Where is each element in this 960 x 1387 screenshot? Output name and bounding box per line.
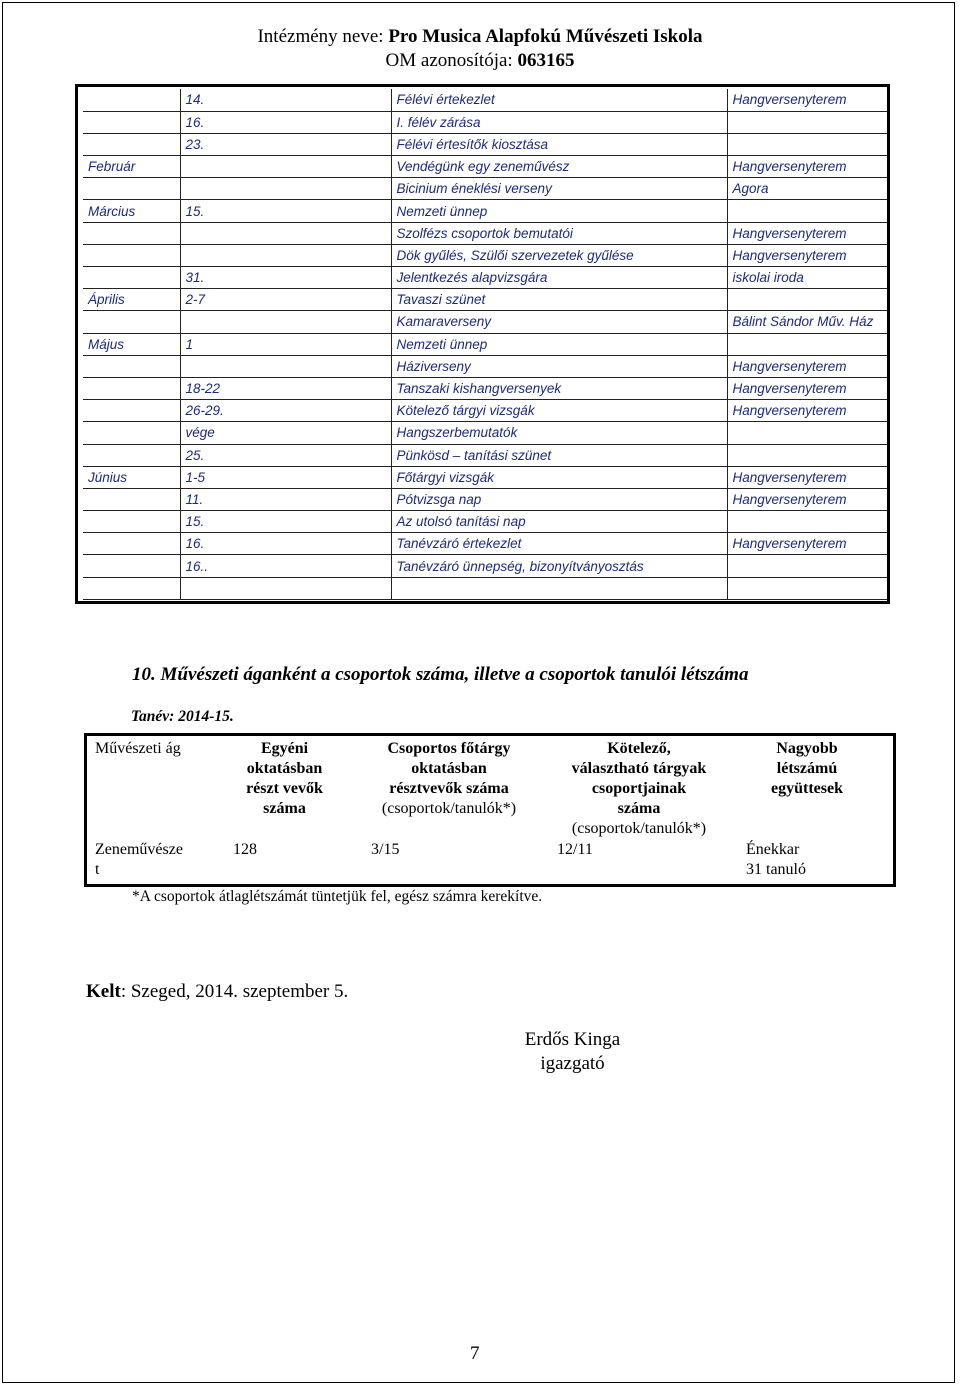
schedule-date — [180, 311, 391, 333]
schedule-event: Félévi értesítők kiosztása — [391, 133, 727, 155]
schedule-month — [83, 422, 180, 444]
schedule-date: 14. — [180, 89, 391, 111]
schedule-date — [180, 355, 391, 377]
schedule-location: Bálint Sándor Műv. Ház — [727, 311, 887, 333]
groups-table — [84, 733, 896, 887]
schedule-event: Pótvizsga nap — [391, 488, 727, 510]
schedule-month — [83, 355, 180, 377]
schedule-date: 18-22 — [180, 377, 391, 399]
schedule-month — [83, 133, 180, 155]
schedule-event: Főtárgyi vizsgák — [391, 466, 727, 488]
schedule-date: vége — [180, 422, 391, 444]
schedule-location — [727, 511, 887, 533]
footnote: *A csoportok átlaglétszámát tüntetjük fel, egész számra kerekítve. — [132, 888, 543, 905]
schedule-location: Agora — [727, 178, 887, 200]
schedule-month: Május — [83, 333, 180, 355]
schedule-row — [83, 133, 887, 155]
schedule-location — [727, 444, 887, 466]
schedule-month — [83, 178, 180, 200]
schedule-month: Április — [83, 289, 180, 311]
schedule-location — [727, 289, 887, 311]
schedule-date — [180, 222, 391, 244]
schedule-location: Hangversenyterem — [727, 244, 887, 266]
schedule-event: Vendégünk egy zeneművész — [391, 156, 727, 178]
schedule-row — [83, 377, 887, 399]
schedule-month — [83, 89, 180, 111]
schedule-month — [83, 244, 180, 266]
schedule-location: iskolai iroda — [727, 267, 887, 289]
schedule-row — [83, 311, 887, 333]
schedule-table — [83, 89, 887, 600]
schedule-event: Háziverseny — [391, 355, 727, 377]
schedule-month: Március — [83, 200, 180, 222]
page-number: 7 — [470, 1343, 480, 1364]
schedule-location: Hangversenyterem — [727, 533, 887, 555]
schedule-row — [83, 555, 887, 577]
schedule-month — [83, 222, 180, 244]
schedule-event: Dök gyűlés, Szülői szervezetek gyűlése — [391, 244, 727, 266]
schedule-row — [83, 422, 887, 444]
schedule-row — [83, 267, 887, 289]
schedule-location: Hangversenyterem — [727, 89, 887, 111]
schedule-row — [83, 156, 887, 178]
schedule-date: 23. — [180, 133, 391, 155]
schedule-event: Szolfézs csoportok bemutatói — [391, 222, 727, 244]
date-place — [86, 981, 348, 1003]
schedule-row — [83, 200, 887, 222]
schedule-month — [83, 111, 180, 133]
row-mandatory: 12/11 — [557, 841, 593, 858]
schedule-date: 16. — [180, 111, 391, 133]
schedule-row — [83, 111, 887, 133]
schedule-event: Jelentkezés alapvizsgára — [391, 267, 727, 289]
schedule-location — [727, 111, 887, 133]
schedule-event: Kamaraverseny — [391, 311, 727, 333]
schedule-month — [83, 311, 180, 333]
schedule-month: Június — [83, 466, 180, 488]
schedule-date: 16.. — [180, 555, 391, 577]
schedule-date: 1 — [180, 333, 391, 355]
header-branch: Művészeti ág — [95, 740, 181, 757]
schedule-location — [727, 200, 887, 222]
institution-name: Pro Musica Alapfokú Művészeti Iskola — [388, 26, 703, 47]
schedule-row — [83, 333, 887, 355]
schedule-event: Hangszerbemutatók — [391, 422, 727, 444]
schedule-month — [83, 267, 180, 289]
schedule-event: Pünkösd – tanítási szünet — [391, 444, 727, 466]
schedule-date — [180, 244, 391, 266]
schedule-row — [83, 466, 887, 488]
schedule-event: Tanévzáró ünnepség, bizonyítványosztás — [391, 555, 727, 577]
section-title: 10. Művészeti áganként a csoportok száma, illetve a csoportok tanulói létszáma — [132, 664, 749, 685]
schedule-date: 15. — [180, 511, 391, 533]
document-header — [0, 25, 960, 73]
institution-label: Intézmény neve: — [257, 26, 389, 47]
schedule-event: Tanszaki kishangversenyek — [391, 377, 727, 399]
row-branch: Zeneművésze t — [95, 841, 183, 878]
schedule-month — [83, 533, 180, 555]
schedule-date: 26-29. — [180, 400, 391, 422]
schedule-row — [83, 355, 887, 377]
row-group: 3/15 — [371, 841, 400, 858]
schedule-event: Az utolsó tanítási nap — [391, 511, 727, 533]
schedule-month — [83, 400, 180, 422]
header-mandatory: Kötelező, választható tárgyak csoportjainak száma (csoportok/tanulók*) — [571, 740, 707, 837]
schedule-date: 2-7 — [180, 289, 391, 311]
schedule-month — [83, 577, 180, 599]
schedule-row — [83, 400, 887, 422]
schedule-location — [727, 333, 887, 355]
schedule-location — [727, 555, 887, 577]
om-number: 063165 — [517, 50, 575, 71]
schedule-event: Kötelező tárgyi vizsgák — [391, 400, 727, 422]
header-individual: Egyéni oktatásban részt vevők száma — [246, 740, 323, 817]
schedule-event: Nemzeti ünnep — [391, 200, 727, 222]
schedule-row — [83, 289, 887, 311]
signatory-title: igazgató — [540, 1053, 605, 1074]
school-year: Tanév: 2014-15. — [131, 708, 234, 725]
schedule-row — [83, 244, 887, 266]
row-ensemble: Énekkar 31 tanuló — [746, 841, 806, 878]
schedule-month — [83, 511, 180, 533]
schedule-row — [83, 444, 887, 466]
schedule-date — [180, 156, 391, 178]
schedule-table-frame — [75, 84, 890, 604]
schedule-date: 15. — [180, 200, 391, 222]
schedule-row — [83, 488, 887, 510]
schedule-row — [83, 533, 887, 555]
header-group: Csoportos főtárgy oktatásban résztvevők száma (csoportok/tanulók*) — [381, 740, 517, 817]
schedule-event: Tavaszi szünet — [391, 289, 727, 311]
schedule-event: I. félév zárása — [391, 111, 727, 133]
schedule-location — [727, 577, 887, 599]
om-label: OM azonosítója: — [385, 50, 518, 71]
schedule-month — [83, 555, 180, 577]
schedule-date: 11. — [180, 488, 391, 510]
schedule-location: Hangversenyterem — [727, 488, 887, 510]
schedule-location: Hangversenyterem — [727, 400, 887, 422]
schedule-location: Hangversenyterem — [727, 377, 887, 399]
header-ensemble: Nagyobb létszámú együttesek — [771, 740, 843, 797]
schedule-location: Hangversenyterem — [727, 222, 887, 244]
date-place-value: : Szeged, 2014. szeptember 5. — [120, 981, 349, 1002]
schedule-date: 1-5 — [180, 466, 391, 488]
schedule-date: 16. — [180, 533, 391, 555]
schedule-location — [727, 133, 887, 155]
schedule-month — [83, 444, 180, 466]
schedule-location: Hangversenyterem — [727, 466, 887, 488]
signature-block — [490, 1028, 655, 1076]
schedule-row — [83, 178, 887, 200]
schedule-event: Félévi értekezlet — [391, 89, 727, 111]
schedule-location — [727, 422, 887, 444]
schedule-month: Február — [83, 156, 180, 178]
schedule-date — [180, 577, 391, 599]
schedule-row — [83, 89, 887, 111]
schedule-date: 31. — [180, 267, 391, 289]
schedule-event: Tanévzáró értekezlet — [391, 533, 727, 555]
schedule-date — [180, 178, 391, 200]
signatory-name: Erdős Kinga — [524, 1029, 621, 1050]
schedule-event — [391, 577, 727, 599]
schedule-event: Nemzeti ünnep — [391, 333, 727, 355]
schedule-date: 25. — [180, 444, 391, 466]
schedule-month — [83, 488, 180, 510]
row-individual: 128 — [233, 841, 257, 858]
schedule-location: Hangversenyterem — [727, 355, 887, 377]
schedule-event: Bicinium éneklési verseny — [391, 178, 727, 200]
schedule-row — [83, 577, 887, 599]
schedule-location: Hangversenyterem — [727, 156, 887, 178]
date-place-label: Kelt — [86, 981, 121, 1002]
schedule-row — [83, 222, 887, 244]
schedule-row — [83, 511, 887, 533]
schedule-month — [83, 377, 180, 399]
